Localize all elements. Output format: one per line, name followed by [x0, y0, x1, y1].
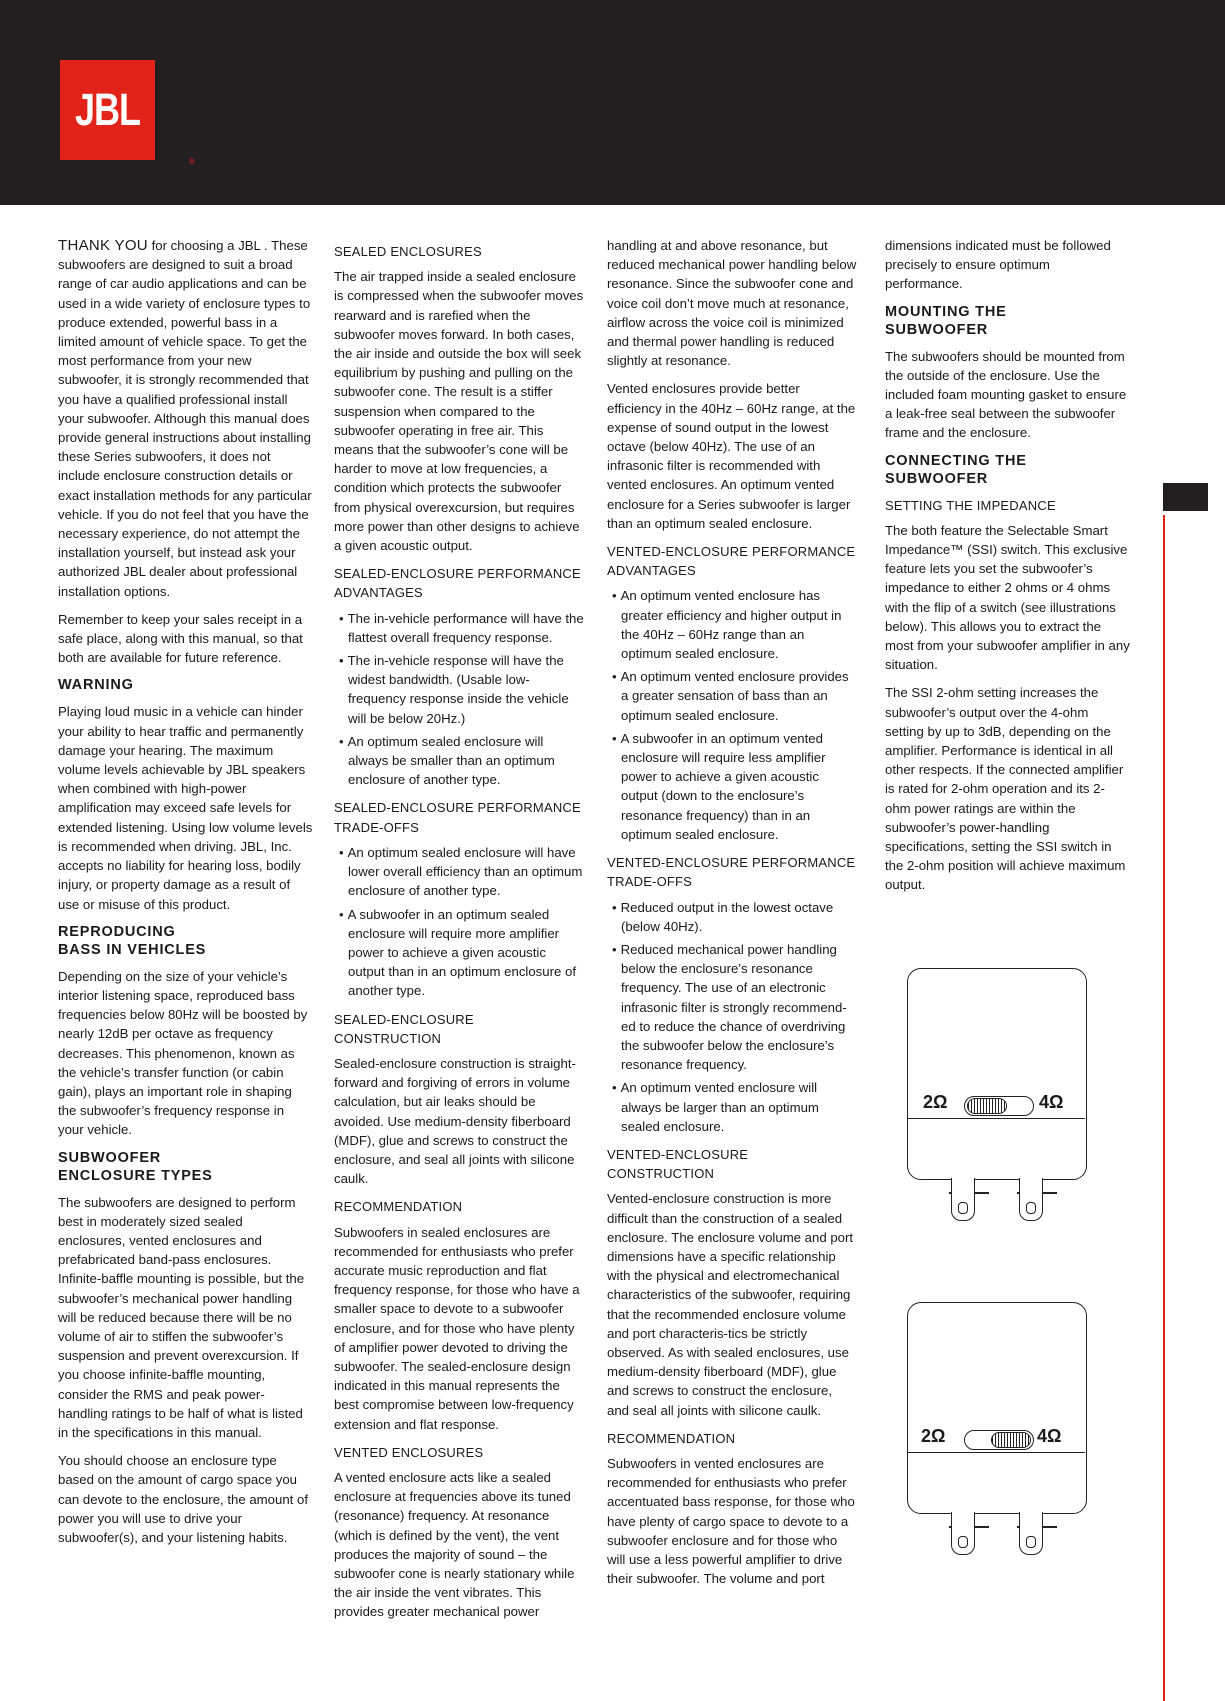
sealed-construction-heading: SEALED-ENCLOSURE CONSTRUCTION [334, 1011, 474, 1046]
connecting-heading: CONNECTING THE SUBWOOFER [885, 452, 1027, 487]
switch-case [907, 968, 1087, 1180]
label-2ohm: 2Ω [921, 1426, 946, 1446]
list-item: • A subwoofer in an optimum sealed enclosure will require more amplifier power to achieve a given acoustic output than in an optimum enclosure of another type. [334, 905, 584, 1001]
vented-recommendation-heading: RECOMMENDATION [607, 1430, 736, 1446]
sealed-recommendation-heading: RECOMMENDATION [334, 1199, 463, 1215]
vented-adv-list [607, 586, 857, 844]
warning-paragraph: Playing loud music in a vehicle can hinder your ability to hear traffic and permanently damage your hearing. The maximum volume levels achievable by JBL speakers when combined with high-power amplification may exceed safe levels for extended listening. Using low volume levels is recommended when driving. JBL, Inc. accepts no liability for hearing loss, bodily injury, or property damage as a result of use or misuse of this product. [58, 704, 313, 912]
switch-illustration-4ohm [907, 1302, 1087, 1482]
vented-paragraph-2: Vented enclosures provide better efficiency in the 40Hz – 60Hz range, at the expense of sound output in the lowest octave (below 40Hz). The use of an infrasonic filter is recommended with vented enclosures. An optimum vented enclosure for a Series subwoofer is larger than an optimum sealed enclosure. [607, 381, 856, 531]
repro-heading: REPRODUCING BASS IN VEHICLES [58, 923, 207, 958]
list-item: • The in-vehicle response will have the widest bandwidth. (Usable low-frequency response inside the vehicle will be below 20Hz.) [334, 651, 584, 728]
vented-continued-paragraph: handling at and above resonance, but reduced mechanical power handling below resonance. Since the subwoofer cone and voice coil don’t move much at resonance, airflow across the voice coil is minimized and thermal power handling is reduced slightly at resonance. [607, 238, 857, 369]
terminal-pin [951, 1512, 975, 1555]
label-4ohm: 4Ω [1037, 1426, 1062, 1446]
header-bar [0, 0, 1225, 205]
list-item: • An optimum vented enclosure provides a greater sensation of bass than an optimum sealed enclosure. [607, 667, 857, 725]
types-paragraph-2: You should choose an enclosure type based on the amount of cargo space you can devote to the enclosure, the amount of power you will use to drive your subwoofer(s), and your listening habits. [58, 1453, 308, 1545]
vented-paragraph: A vented enclosure acts like a sealed enclosure at frequencies above its tuned (resonance) frequency. At resonance (which is defined by the vent), the vent produces the majority of sound – the subwoofer cone is nearly stationary while the air inside the vent vibrates. This provides greater mechanical power [334, 1469, 575, 1620]
vented-construction-heading: VENTED-ENCLOSURE CONSTRUCTION [607, 1146, 749, 1182]
terminal-pin [1019, 1512, 1043, 1555]
vented-trade-list [607, 898, 857, 1136]
receipt-paragraph: Remember to keep your sales receipt in a safe place, along with this manual, so that both are available for future reference. [58, 611, 303, 666]
column-3 [607, 236, 857, 1597]
ssi-paragraph: The SSI 2-ohm setting increases the subwoofer’s output over the 4-ohm setting by up to 3dB, depending on the amplifier. Performance is identical in all other respects. If the connected amplifier is rated for 2-ohm operation and its 2-ohm power ratings are within the subwoofer’s power-handling specifications, setting the SSI switch in the 2-ohm position will achieve maximum output. [885, 685, 1126, 893]
sealed-trade-heading: SEALED-ENCLOSURE PERFORMANCE TRADE-OFFS [334, 800, 581, 835]
sealed-adv-heading: SEALED-ENCLOSURE PERFORMANCE ADVANTAGES [334, 566, 581, 601]
list-item: • Reduced mechanical power handling below the enclosure’s resonance frequency. The use of an electronic infrasonic filter is strongly recommend-ed to reduce the chance of overdriving the subwoofer below the enclosure’s resonance frequency. [607, 940, 857, 1074]
terminal-pin [951, 1178, 975, 1221]
vented-construction-paragraph: Vented-enclosure construction is more difficult than the construction of a sealed enclosure. The enclosure volume and port dimensions have a specific relationship with the physical and electromechanical characteristics of the subwoofer, requiring that the recommended enclosure volume and port characteris-tics be strictly observed. As with sealed enclosures, use medium-density fiberboard (MDF), glue and screws to construct the enclosure, and seal all joints with silicone caulk. [607, 1191, 854, 1418]
list-item: • An optimum vented enclosure will always be larger than an optimum sealed enclosure. [607, 1078, 857, 1136]
list-item: • A subwoofer in an optimum vented enclosure will require less amplifier power to achieve a given acoustic output (down to the enclosure’s resonance frequency) than in an optimum sealed enclosure. [607, 729, 857, 844]
switch-slot [964, 1430, 1034, 1450]
sealed-construction-paragraph: Sealed-enclosure construction is straight-forward and forgiving of errors in volume calculation, but air leaks should be avoided. Use medium-density fiberboard (MDF), glue and screws to construct the enclosure, and seal all joints with silicone caulk. [334, 1055, 576, 1187]
column-1 [58, 236, 313, 1556]
label-4ohm: 4Ω [1039, 1092, 1064, 1112]
dimensions-paragraph: dimensions indicated must be followed precisely to ensure optimum performance. [885, 238, 1111, 292]
terminal-pin [1019, 1178, 1043, 1221]
warning-heading: WARNING [58, 677, 134, 694]
side-tab [1163, 483, 1208, 511]
sealed-heading: SEALED ENCLOSURES [334, 244, 482, 259]
switch-slot [964, 1096, 1034, 1116]
impedance-heading: SETTING THE IMPEDANCE [885, 497, 1056, 513]
column-4 [885, 236, 1130, 904]
switch-knob [967, 1098, 1007, 1114]
list-item: • An optimum sealed enclosure will always be smaller than an optimum enclosure of another type. [334, 732, 584, 790]
label-2ohm: 2Ω [923, 1092, 948, 1112]
sealed-recommendation-paragraph: Subwoofers in sealed enclosures are recommended for enthusiasts who prefer accurate music reproduction and flat frequency response, for those who have a smaller space to devote to a subwoofer enclosure, and for those who have plenty of amplifier power devoted to driving the subwoofer. The sealed-enclosure design indicated in this manual represents the best compromise between low-frequency extension and flat response. [334, 1224, 580, 1432]
intro-paragraph: THANK YOU for choosing a JBL . These subwoofers are designed to suit a broad range of car audio applications and can be used in a wide variety of enclosure types to produce extended, powerful bass in a limited amount of vehicle space. To get the most performance from your new subwoofer, it is strongly recommended that you have a qualified professional install your subwoofer. Although this manual does provide general instructions about installing these Series subwoofers, it does not include enclosure construction details or exact installation methods for any particular vehicle. If you do not feel that you have the necessary experience, do not attempt the installation yourself, but instead ask your authorized JBL dealer about professional installation options. [58, 237, 312, 599]
vented-trade-heading: VENTED-ENCLOSURE PERFORMANCE TRADE-OFFS [607, 855, 856, 890]
sealed-trade-list [334, 843, 584, 1001]
impedance-paragraph: The both feature the Selectable Smart Impedance™ (SSI) switch. This exclusive feature lets you set the subwoofer’s impedance to either 2 ohms or 4 ohms with the flip of a switch (see illustrations below). This allows you to extract the most from your subwoofer amplifier in any situation. [885, 522, 1130, 673]
switch-band [907, 1452, 1085, 1453]
sealed-adv-list [334, 609, 584, 790]
column-2 [334, 236, 584, 1631]
jbl-logo: JBL [60, 60, 155, 160]
mounting-heading: MOUNTING THE SUBWOOFER [885, 303, 1007, 338]
side-rule [1163, 515, 1165, 1701]
types-heading: SUBWOOFER ENCLOSURE TYPES [58, 1149, 213, 1184]
registered-mark: ® [189, 157, 195, 166]
switch-knob [991, 1432, 1031, 1448]
switch-case [907, 1302, 1087, 1514]
mounting-paragraph: The subwoofers should be mounted from the outside of the enclosure. Use the included foam mounting gasket to ensure a leak-free seal between the subwoofer frame and the enclosure. [885, 348, 1127, 441]
vented-recommendation-paragraph: Subwoofers in vented enclosures are recommended for enthusiasts who prefer accentuated bass response, for those who have plenty of cargo space to devote to a subwoofer enclosure and for those who will use a less powerful amplifier to drive their subwoofer. The volume and port [607, 1455, 855, 1587]
list-item: • The in-vehicle performance will have the flattest overall frequency response. [334, 609, 584, 647]
list-item: • An optimum sealed enclosure will have lower overall efficiency than an optimum enclosure of another type. [334, 843, 584, 901]
vented-adv-heading: VENTED-ENCLOSURE PERFORMANCE ADVANTAGES [607, 544, 856, 579]
sealed-paragraph: The air trapped inside a sealed enclosure is compressed when the subwoofer moves rearward and is rarefied when the subwoofer moves forward. In both cases, the air inside and outside the box will seek equilibrium by pushing and pulling on the subwoofer cone. The result is a stiffer suspension when compared to the subwoofer operating in free air. This means that the subwoofer’s cone will be harder to move at low frequencies, a condition which protects the subwoofer from physical overexcursion, but requires more power than other designs to achieve a given acoustic output. [334, 269, 584, 554]
types-paragraph: The subwoofers are designed to perform best in moderately sized sealed enclosures, vented enclosures and prefabricated band-pass enclosures. Infinite-baffle mounting is possible, but the subwoofer’s mechanical power handling will be reduced because there will be no volume of air to stiffen the subwoofer’s suspension and prevent overexcursion. If you choose infinite-baffle mounting, consider the RMS and peak power-handling ratings to be half of what is listed in the specifications in this manual. [58, 1194, 305, 1440]
list-item: • An optimum vented enclosure has greater efficiency and higher output in the 40Hz – 60Hz range than an optimum sealed enclosure. [607, 586, 857, 663]
list-item: • Reduced output in the lowest octave (below 40Hz). [607, 898, 857, 936]
repro-paragraph: Depending on the size of your vehicle’s interior listening space, reproduced bass frequencies below 80Hz will be boosted by nearly 12dB per octave as frequency decreases. This phenomenon, known as the vehicle’s transfer function (or cabin gain), plays an important role in shaping the subwoofer’s frequency response in your vehicle. [58, 968, 308, 1138]
vented-heading: VENTED ENCLOSURES [334, 1444, 484, 1460]
switch-illustration-2ohm [907, 968, 1087, 1148]
switch-band [907, 1118, 1085, 1119]
